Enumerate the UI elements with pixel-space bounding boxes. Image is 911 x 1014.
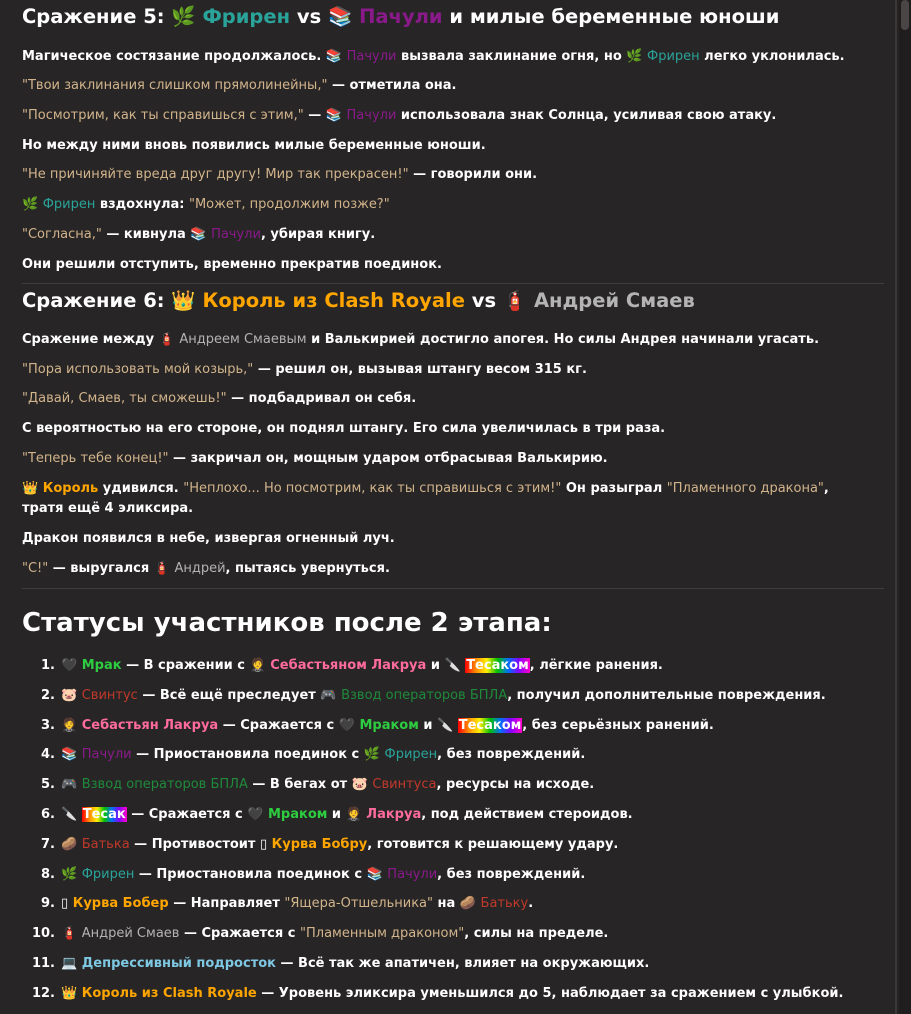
gamepad-icon: 🎮 [320,687,337,703]
divider [22,283,884,284]
status-text: — Сражается с [179,926,300,942]
butler-icon: 🤵 [61,717,78,733]
battle6-line-8 [22,559,877,579]
status-text: , получил дополнительные повреждения. [507,687,826,703]
potato-icon: 🥔 [459,896,477,912]
smaev-name: Андрей [174,561,226,576]
pig-icon: 🐷 [351,777,368,793]
battle5-title [22,5,779,29]
participant-ref: Мраком [267,806,328,822]
pachuli-name: Пачули [211,227,261,242]
status-text: — Приостановила поединок с [134,866,367,882]
quote-text: "Может, продолжим позже?" [188,197,390,212]
crown-icon: 👑 [22,481,39,496]
quote-text: "Неплохо... Но посмотрим, как ты справишься с этим!" [183,481,562,496]
item-number: 6. [41,806,55,822]
status-text: — Направляет [168,896,285,912]
list-item [22,656,882,686]
butler-icon: 🤵 [249,658,266,673]
quote-text: "Давай, Смаев, ты сможешь!" [22,391,227,406]
participant-ref: Тесаком [458,717,522,733]
scrollbar-thumb[interactable] [901,0,909,30]
scrollbar[interactable] [899,0,911,1014]
battle5-line-4 [22,136,877,156]
quote-text: "Согласна," [22,227,102,242]
participant-ref: Тесаком [466,658,529,673]
line-text: — решил он, вызывая штангу весом 315 кг. [253,362,587,377]
status-text: , лёгкие ранения. [529,658,663,673]
missing-glyph-icon: ▯ [259,836,268,852]
participant-ref: Себастьяном Лакруа [270,658,427,673]
battle6-title-prefix: Сражение 6: [22,289,165,312]
statuses-title: Статусы участников после 2 этапа: [22,608,552,638]
participant-name: Депрессивный подросток [81,955,276,971]
quote-text: "Не причиняйте вреда друг другу! Мир так прекрасен!" [22,167,409,182]
list-item [22,984,882,1014]
leaf-icon: 🌿 [363,747,380,763]
status-text: и [327,806,346,822]
status-text: — Всё так же апатичен, влияет на окружающих. [275,955,650,971]
battle6-title [22,289,695,313]
laptop-icon: 💻 [61,955,78,971]
line-text: удивился. [98,481,184,496]
line-text: — кивнула [101,227,191,242]
battle5-line-2 [22,76,877,96]
line-text: использовала знак Солнца, усиливая свою атаку. [396,108,777,123]
item-number: 4. [41,747,55,763]
quote-text: "Пламенного дракона" [666,481,824,496]
participant-ref: Свинтуса [372,777,437,793]
list-item [22,954,882,984]
item-number: 7. [41,836,55,852]
status-text: , без серьёзных ранений. [522,717,714,733]
status-text: , без повреждений. [437,747,586,763]
list-item [22,745,882,775]
item-number: 2. [41,687,55,703]
participant-ref: Взвод операторов БПЛА [341,687,508,703]
item-number: 3. [41,717,55,733]
item-number: 12. [31,985,55,1001]
battle5-title-prefix: Сражение 5: [22,5,165,28]
leaf-icon: 🌿 [61,866,78,882]
knife-icon: 🔪 [61,806,78,822]
line-text: Сражение между [22,332,159,347]
line-text: легко уклонилась. [699,49,845,64]
list-item [22,716,882,746]
leaf-icon: 🌿 [171,5,196,28]
line-text: и Валькирией достигло апогея. Но силы Андрея начинали угасать. [306,332,820,347]
quote-text: "Пора использовать мой козырь," [22,362,254,377]
status-text: — В сражении с [121,658,250,673]
participant-name: Тесак [82,806,126,822]
books-icon: 📚 [366,866,383,882]
item-number: 1. [41,658,55,673]
line-text: , убирая книгу. [260,227,376,242]
leaf-icon: 🌿 [626,49,643,64]
king-name: Король [42,481,99,496]
line-text: Они решили отступить, временно прекратив поединок. [22,257,442,272]
battle6-fighter-b: Андрей Смаев [533,289,695,312]
black-heart-icon: 🖤 [338,717,355,733]
battle6-line-2 [22,360,877,380]
status-text: , силы на пределе. [464,926,609,942]
leaf-icon: 🌿 [22,197,39,212]
battle6-line-6 [22,479,872,519]
battle5-line-7 [22,225,877,245]
status-text: , готовится к решающему удару. [367,836,619,852]
knife-icon: 🔪 [437,717,454,733]
extinguisher-icon: 🧯 [502,289,528,312]
line-text: Дракон появился в небе, извергая огненный луч. [22,531,395,546]
extinguisher-icon: 🧯 [61,926,78,942]
participant-name: Курва Бобер [72,896,169,912]
participant-ref: Курва Бобру [271,836,368,852]
line-text: — отметила она. [327,78,457,93]
battle6-line-7 [22,529,877,549]
participant-ref: Пачули [387,866,438,882]
battle6-fighter-a: Король из Clash Royale [202,289,465,312]
divider [22,588,884,589]
participant-ref: Мраком [359,717,419,733]
quote-text: "С!" [22,561,49,576]
frieren-name: Фрирен [647,49,700,64]
line-text: , пытаясь увернуться. [225,561,390,576]
line-text: — говорили они. [408,167,538,182]
missing-glyph-icon: ▯ [61,896,69,912]
status-text: — Сражается с [218,717,339,733]
battle5-title-suffix: и милые беременные юноши [449,5,780,28]
quote-text: "Посмотрим, как ты справишься с этим," [22,108,304,123]
quote-text: "Ящера-Отшельника" [284,896,434,912]
battle5-fighter-b: Пачули [359,5,443,28]
pig-icon: 🐷 [61,687,78,703]
status-text: — Уровень эликсира уменьшился до 5, наблюдает за сражением с улыбкой. [256,985,844,1001]
list-item [22,686,882,716]
butler-icon: 🤵 [345,806,362,822]
participant-name: Мрак [81,658,122,673]
battle5-vs: vs [296,5,322,28]
black-heart-icon: 🖤 [61,658,78,673]
books-icon: 📚 [325,49,343,64]
battle5-line-6 [22,195,877,215]
status-text: , под действием стероидов. [421,806,633,822]
battle6-line-5 [22,449,877,469]
books-icon: 📚 [328,5,353,28]
status-text: , ресурсы на исходе. [436,777,595,793]
potato-icon: 🥔 [61,836,78,852]
line-text: — подбадривал он себя. [226,391,417,406]
quote-text: "Пламенным драконом" [300,926,465,942]
line-text: Он разыграл [561,481,667,496]
item-number: 11. [31,955,55,971]
smaev-name: Андреем Смаевым [179,332,307,347]
battle5-line-1 [22,47,877,67]
line-text: Но между ними вновь появились милые беременные юноши. [22,138,486,153]
extinguisher-icon: 🧯 [153,561,170,576]
list-item [22,805,882,835]
status-text: , без повреждений. [437,866,586,882]
status-text: — Всё ещё преследует [137,687,321,703]
line-text: вызвала заклинание огня, но [396,49,627,64]
item-number: 10. [31,926,55,942]
participant-name: Король из Clash Royale [81,985,257,1001]
status-list [22,656,882,1014]
participant-name: Андрей Смаев [81,926,180,942]
status-text: и [426,658,445,673]
item-number: 8. [41,866,55,882]
status-text: на [433,896,460,912]
frieren-name: Фрирен [42,197,96,212]
battle6-line-4 [22,419,877,439]
participant-name: Себастьян Лакруа [81,717,219,733]
list-item [22,924,882,954]
participant-name: Пачули [81,747,132,763]
line-text: — выругался [48,561,154,576]
gamepad-icon: 🎮 [61,777,78,793]
line-text: С вероятностью на его стороне, он поднял штангу. Его сила увеличилась в три раза. [22,421,666,436]
status-text: — Противостоит [129,836,260,852]
participant-name: Батька [81,836,130,852]
item-number: 9. [41,896,55,912]
battle6-vs: vs [471,289,497,312]
list-item [22,865,882,895]
status-text: — В бегах от [247,777,352,793]
status-text: и [418,717,438,733]
line-text: , тратя ещё 4 эликсира. [22,481,829,516]
participant-name: Фрирен [81,866,135,882]
books-icon: 📚 [61,747,78,763]
line-text: — закричал он, мощным ударом отбрасывая Валькирию. [168,451,608,466]
books-icon: 📚 [190,227,207,242]
quote-text: "Теперь тебе конец!" [22,451,169,466]
quote-text: "Твои заклинания слишком прямолинейны," [22,78,328,93]
knife-icon: 🔪 [444,658,461,673]
extinguisher-icon: 🧯 [158,332,175,347]
battle5-line-8 [22,255,877,275]
participant-ref: Фрирен [384,747,438,763]
black-heart-icon: 🖤 [247,806,264,822]
participant-name: Свинтус [81,687,138,703]
battle5-line-3 [22,106,877,126]
participant-ref: Лакруа [366,806,422,822]
battle5-line-5 [22,165,877,185]
list-item [22,835,882,865]
crown-icon: 👑 [171,289,196,312]
battle6-line-1 [22,330,877,350]
books-icon: 📚 [325,108,342,123]
line-text: Магическое состязание продолжалось. [22,49,326,64]
participant-ref: Батьку [480,896,529,912]
participant-name: Взвод операторов БПЛА [81,777,248,793]
line-text: — [303,108,326,123]
pachuli-name: Пачули [346,108,397,123]
crown-icon: 👑 [61,985,78,1001]
line-text: вздохнула: [95,197,189,212]
battle5-fighter-a: Фрирен [202,5,291,28]
status-text: — Сражается с [126,806,248,822]
status-text: . [528,896,534,912]
status-text: — Приостановила поединок с [131,747,364,763]
list-item [22,894,882,924]
pachuli-name: Пачули [346,49,397,64]
battle6-line-3 [22,389,877,409]
item-number: 5. [41,777,55,793]
list-item [22,775,882,805]
